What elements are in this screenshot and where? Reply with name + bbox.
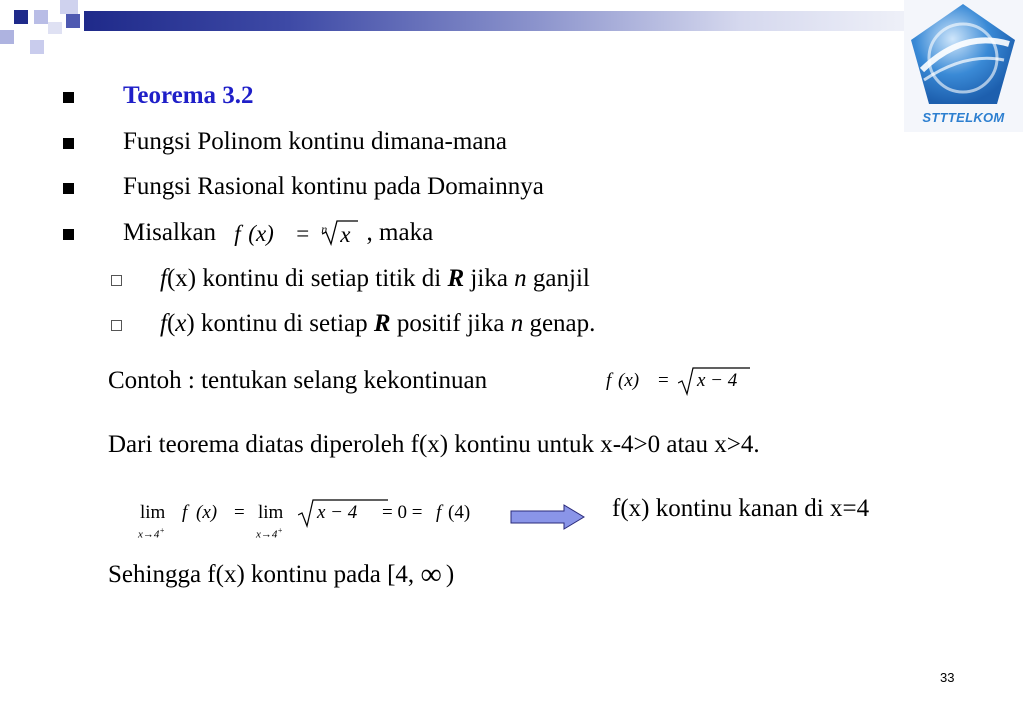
formula-equals: =: [658, 370, 669, 391]
sub-bullet-odd: f(x) kontinu di setiap titik di R jika n ganjil: [160, 265, 590, 292]
formula-f: f: [606, 370, 612, 391]
formula-radicand: x − 4: [697, 370, 738, 391]
bullet-polynomial: Fungsi Polinom kontinu dimana-mana: [123, 128, 508, 155]
formula-arg: (4): [448, 502, 471, 523]
hollow-bullet-icon: [111, 275, 122, 286]
limit-formula: [138, 496, 498, 544]
theorem-title: Teorema 3.2: [123, 82, 254, 109]
infinity-symbol: ∞: [420, 558, 442, 591]
right-arrow-icon: [510, 504, 586, 530]
formula-x: (x): [196, 502, 218, 523]
bullet-rational: Fungsi Rasional kontinu pada Domainnya: [123, 173, 544, 200]
bullet-icon: [63, 138, 74, 149]
title-bar-gradient: [84, 11, 904, 31]
lim-1-sub: x→4+: [138, 526, 165, 541]
sehingga-text: [108, 560, 454, 590]
sehingga-pre: Sehingga f(x) kontinu pada [4,: [108, 561, 421, 588]
contoh-formula: [600, 366, 760, 398]
formula-radicand: x: [340, 222, 351, 247]
bullet-icon: [63, 229, 74, 240]
hollow-bullet-icon: [111, 320, 122, 331]
corner-decoration: [0, 0, 84, 60]
contoh-text: Contoh : tentukan selang kekontinuan: [108, 367, 488, 394]
lim-2-sub: x→4+: [256, 526, 283, 541]
maka-text: , maka: [366, 219, 434, 246]
formula-f: f: [234, 221, 241, 246]
bullet-icon: [63, 183, 74, 194]
page-number: 33: [940, 670, 955, 685]
lim-1: lim: [140, 502, 166, 523]
bullet-misalkan: [123, 218, 433, 248]
formula-equals: =: [234, 502, 245, 523]
formula-x: (x): [248, 221, 274, 246]
formula-equals: =: [296, 221, 310, 246]
kontinu-kanan-text: f(x) kontinu kanan di x=4: [612, 495, 870, 522]
lim-2: lim: [258, 502, 284, 523]
logo-text: STTTELKOM: [922, 110, 1005, 125]
bullet-icon: [63, 92, 74, 103]
sehingga-post: ): [445, 561, 455, 588]
formula-equals-zero: = 0 =: [382, 502, 423, 523]
sub-bullet-even: f(x) kontinu di setiap R positif jika n genap.: [160, 310, 596, 337]
misalkan-formula: [222, 218, 364, 248]
sttelkom-logo: [904, 0, 1023, 132]
formula-f: f: [436, 502, 442, 523]
formula-radicand: x − 4: [317, 502, 358, 523]
dari-teorema-text: Dari teorema diatas diperoleh f(x) kontinu untuk x-4>0 atau x>4.: [108, 431, 760, 458]
misalkan-text: Misalkan: [123, 219, 217, 246]
formula-x: (x): [618, 370, 640, 391]
formula-root-index: n: [321, 222, 328, 236]
formula-f: f: [182, 502, 188, 523]
